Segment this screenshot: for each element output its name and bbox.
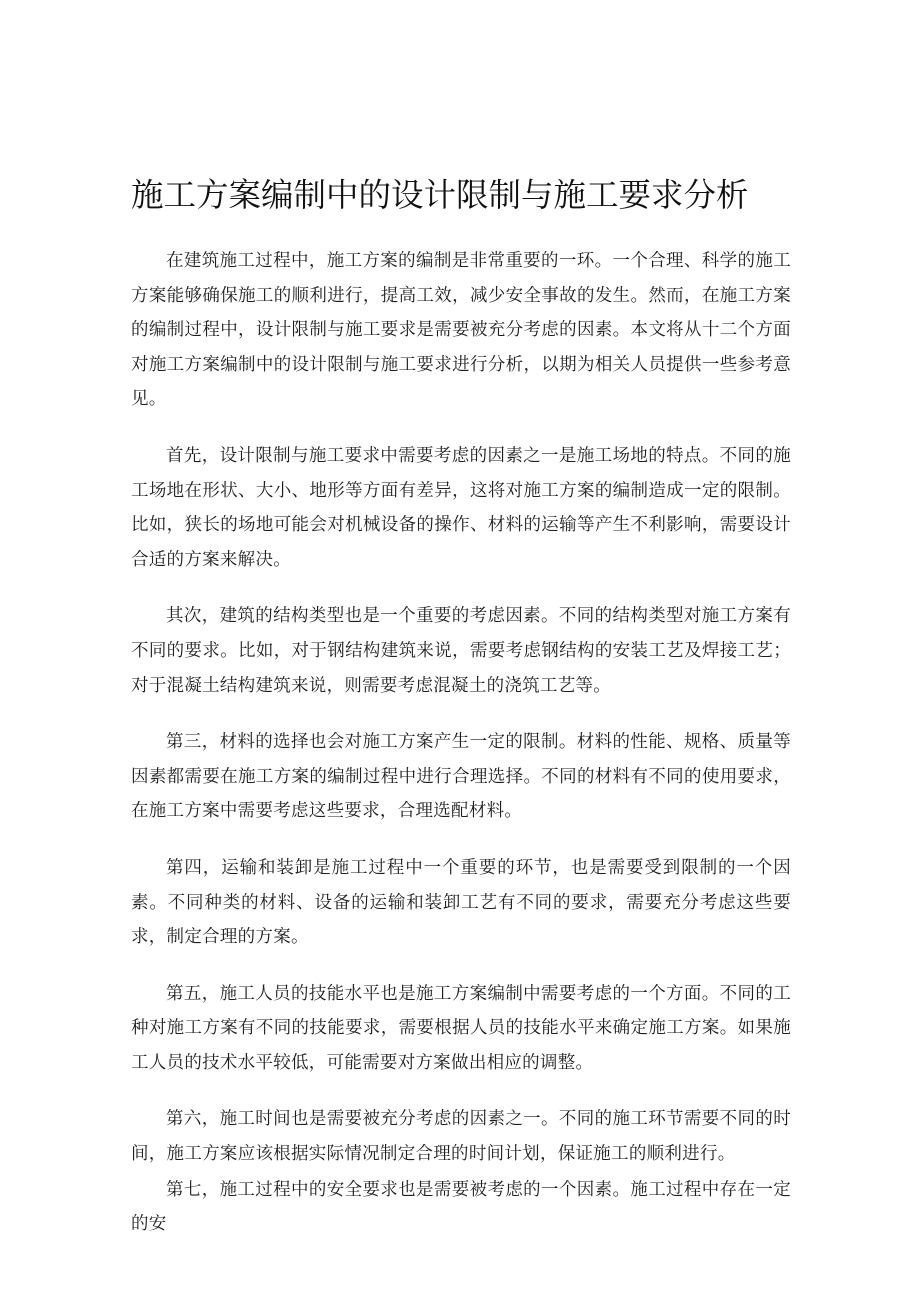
paragraph-fourth: 第四，运输和装卸是施工过程中一个重要的环节，也是需要受到限制的一个因素。不同种类的材料、设备的运输和装卸工艺有不同的要求，需要充分考虑这些要求，制定合理的方案。 xyxy=(131,857,791,948)
document-title: 施工方案编制中的设计限制与施工要求分析 xyxy=(131,176,749,214)
paragraph-first: 首先，设计限制与施工要求中需要考虑的因素之一是施工场地的特点。不同的施工场地在形状、大小、地形等方面有差异，这将对施工方案的编制造成一定的限制。比如，狭长的场地可能会对机械设备的操作、材料的运输等产生不利影响，需要设计合适的方案来解决。 xyxy=(131,445,791,570)
paragraph-second: 其次，建筑的结构类型也是一个重要的考虑因素。不同的结构类型对施工方案有不同的要求。比如，对于钢结构建筑来说，需要考虑钢结构的安装工艺及焊接工艺；对于混凝土结构建筑来说，则需要考虑混凝土的浇筑工艺等。 xyxy=(131,606,791,696)
paragraph-third: 第三，材料的选择也会对施工方案产生一定的限制。材料的性能、规格、质量等因素都需要在施工方案的编制过程中进行合理选择。不同的材料有不同的使用要求，在施工方案中需要考虑这些要求，合理选配材料。 xyxy=(131,732,791,822)
paragraph-fifth: 第五，施工人员的技能水平也是施工方案编制中需要考虑的一个方面。不同的工种对施工方案有不同的技能要求，需要根据人员的技能水平来确定施工方案。如果施工人员的技术水平较低，可能需要对方案做出相应的调整。 xyxy=(131,983,791,1073)
paragraph-seventh: 第七，施工过程中的安全要求也是需要被考虑的一个因素。施工过程中存在一定的安 xyxy=(131,1179,791,1235)
paragraph-sixth: 第六，施工时间也是需要被充分考虑的因素之一。不同的施工环节需要不同的时间，施工方案应该根据实际情况制定合理的时间计划，保证施工的顺利进行。 xyxy=(131,1109,791,1165)
paragraph-intro: 在建筑施工过程中，施工方案的编制是非常重要的一环。一个合理、科学的施工方案能够确保施工的顺利进行，提高工效，减少安全事故的发生。然而，在施工方案的编制过程中，设计限制与施工要求是需要被充分考虑的因素。本文将从十二个方面对施工方案编制中的设计限制与施工要求进行分析，以期为相关人员提供一些参考意见。 xyxy=(131,251,791,410)
document-body xyxy=(131,244,791,1264)
